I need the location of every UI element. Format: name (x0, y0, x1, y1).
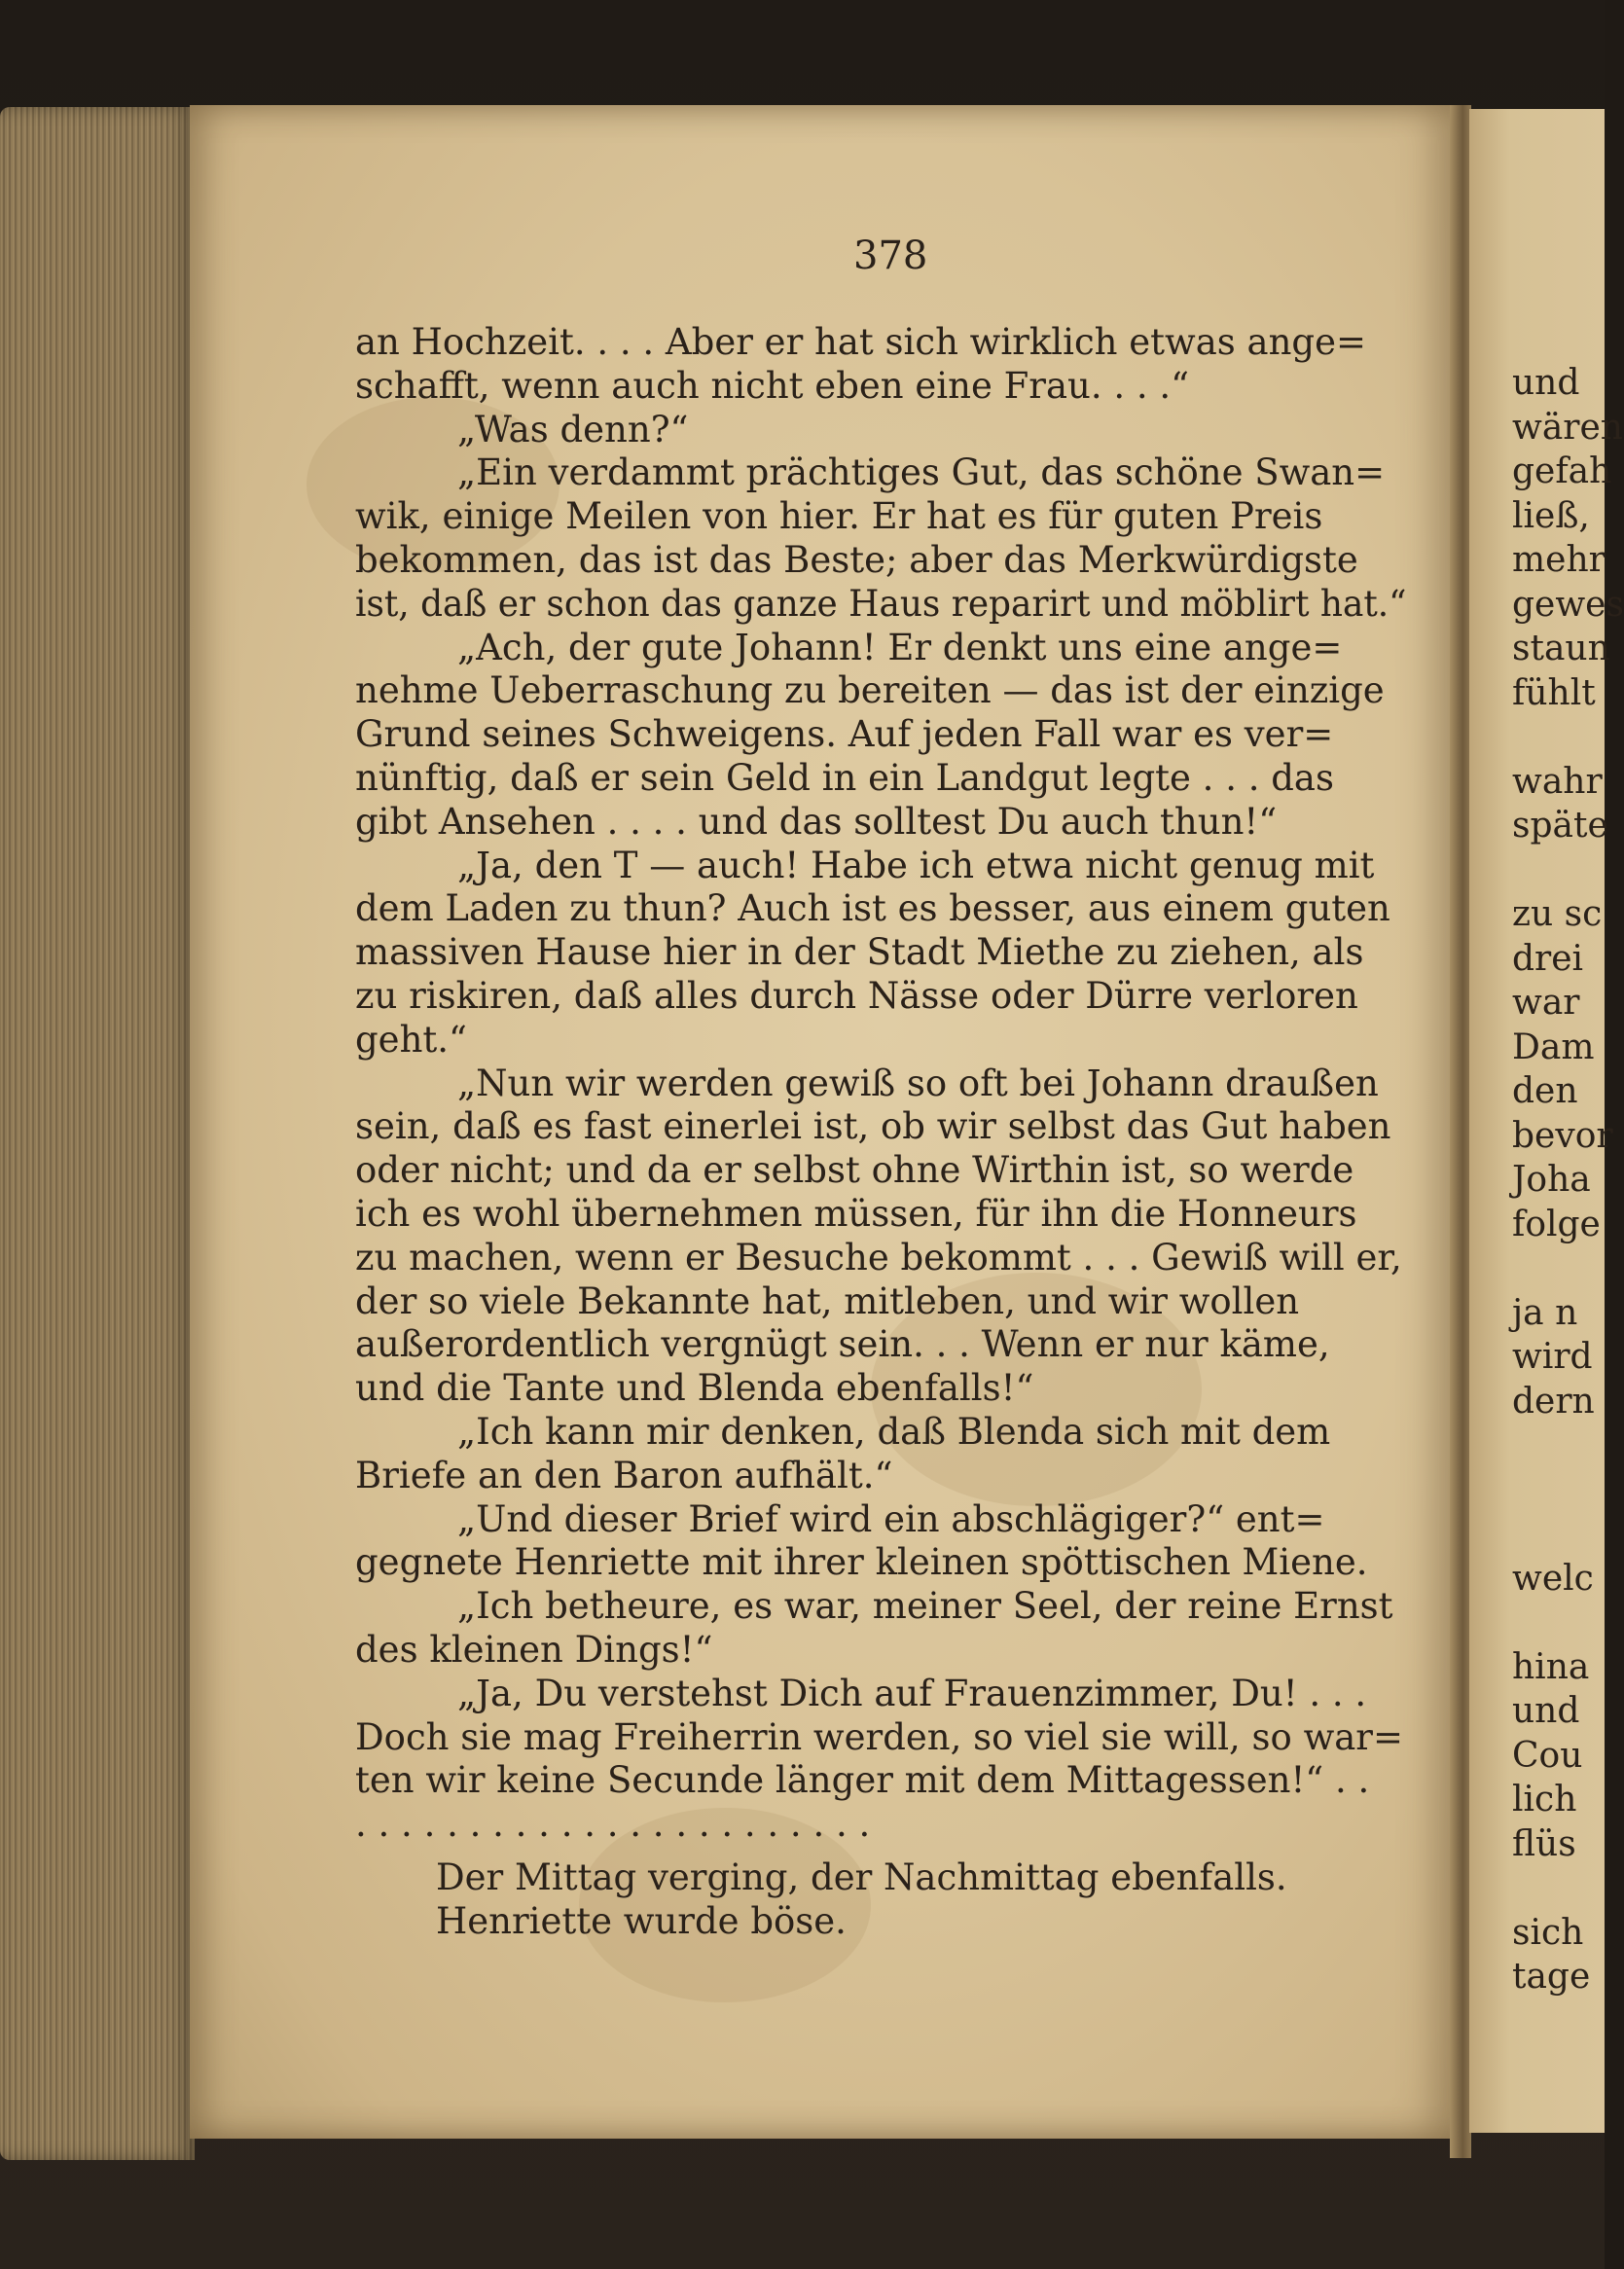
text-line: Briefe an den Baron aufhält.“ (355, 1454, 893, 1496)
text-line: Henriette wurde böse. (436, 1899, 847, 1942)
facing-page-line: lich (1512, 1780, 1577, 1819)
facing-page-line: war (1512, 983, 1580, 1023)
text-line: des kleinen Dings!“ (355, 1629, 713, 1671)
facing-page-line: welc (1512, 1558, 1594, 1599)
facing-page-line: späte (1512, 806, 1608, 846)
facing-page (1469, 109, 1624, 2133)
facing-page-line: folge (1512, 1204, 1601, 1244)
facing-page-line: dern (1512, 1381, 1595, 1422)
text-line: Doch sie mag Freiherrin werden, so viel sie will, so war= (355, 1715, 1403, 1758)
text-line: „Was denn?“ (457, 408, 689, 450)
facing-page-line: gewes (1512, 584, 1624, 625)
page-number: 378 (853, 234, 928, 278)
text-line: bekommen, das ist das Beste; aber das Merkwürdigste (355, 539, 1358, 581)
book-page-edges (0, 107, 195, 2160)
facing-page-line: zu sc (1512, 894, 1603, 934)
text-line: ich es wohl übernehmen müssen, für ihn die Honneurs (355, 1193, 1357, 1235)
text-line: und die Tante und Blenda ebenfalls!“ (355, 1367, 1034, 1410)
text-line: zu machen, wenn er Besuche bekommt . . . Gewiß will er, (355, 1236, 1402, 1279)
facing-page-line: drei (1512, 938, 1584, 979)
facing-page-line: wären (1512, 407, 1623, 448)
text-line: gegnete Henriette mit ihrer kleinen spöttischen Miene. (355, 1541, 1368, 1584)
facing-page-line: Joha (1512, 1160, 1591, 1200)
text-line: schafft, wenn auch nicht eben eine Frau. . . .“ (355, 364, 1190, 407)
facing-page-line: flüs (1512, 1823, 1576, 1864)
text-line: zu riskiren, daß alles durch Nässe oder Dürre verloren (355, 975, 1358, 1017)
text-line: gibt Ansehen . . . . und das solltest Du auch thun!“ (355, 800, 1278, 843)
text-line: „Ich betheure, es war, meiner Seel, der reine Ernst (457, 1585, 1393, 1628)
facing-page-line: und (1512, 1691, 1580, 1731)
text-line: „Ja, den T — auch! Habe ich etwa nicht genug mit (457, 844, 1375, 886)
text-line: Grund seines Schweigens. Auf jeden Fall war es ver= (355, 713, 1334, 756)
facing-page-line: und (1512, 363, 1580, 403)
text-line: wik, einige Meilen von hier. Er hat es für guten Preis (355, 495, 1323, 538)
text-line: sein, daß es fast einerlei ist, ob wir selbst das Gut haben (355, 1105, 1391, 1148)
text-line: massiven Hause hier in der Stadt Miethe zu ziehen, als (355, 931, 1364, 974)
text-line: „Nun wir werden gewiß so oft bei Johann draußen (457, 1062, 1379, 1104)
facing-page-line: den (1512, 1071, 1578, 1111)
facing-page-line: fühlt (1512, 672, 1596, 713)
facing-page-line: mehr (1512, 540, 1606, 580)
facing-page-line: Cou (1512, 1735, 1583, 1776)
facing-page-line: ja n (1512, 1292, 1578, 1333)
text-line: Der Mittag verging, der Nachmittag ebenfalls. (436, 1856, 1287, 1898)
text-line: ist, daß er schon das ganze Haus reparirt und möblirt hat.“ (355, 582, 1407, 625)
facing-page-line: gefah (1512, 451, 1612, 491)
facing-page-line: staun (1512, 629, 1610, 668)
text-line: außerordentlich vergnügt sein. . . Wenn er nur käme, (355, 1323, 1330, 1366)
text-line: nehme Ueberraschung zu bereiten — das ist der einzige (355, 669, 1385, 712)
facing-page-line: Dam (1512, 1026, 1595, 1067)
text-line: ten wir keine Secunde länger mit dem Mittagessen!“ . . (355, 1759, 1370, 1802)
text-line: „Ja, Du verstehst Dich auf Frauenzimmer, Du! . . . (457, 1672, 1367, 1714)
text-line: . . . . . . . . . . . . . . . . . . . . . . . (355, 1803, 871, 1846)
text-line: dem Laden zu thun? Auch ist es besser, aus einem guten (355, 887, 1390, 930)
facing-page-line: sich (1512, 1912, 1584, 1953)
text-line: an Hochzeit. . . . Aber er hat sich wirklich etwas ange= (355, 321, 1366, 363)
facing-page-line: tage (1512, 1957, 1591, 1997)
facing-page-line: hina (1512, 1646, 1590, 1687)
text-line: „Ach, der gute Johann! Er denkt uns eine ange= (457, 626, 1343, 668)
facing-page-line: wird (1512, 1337, 1593, 1377)
text-line: „Und dieser Brief wird ein abschlägiger?“ ent= (457, 1497, 1325, 1540)
book-gutter (1450, 105, 1471, 2158)
text-line: geht.“ (355, 1018, 467, 1061)
text-line: oder nicht; und da er selbst ohne Wirthin ist, so werde (355, 1149, 1354, 1192)
text-line: der so viele Bekannte hat, mitleben, und wir wollen (355, 1279, 1300, 1322)
facing-page-line: bevor (1512, 1115, 1613, 1156)
facing-page-line: ließ, (1512, 495, 1590, 536)
facing-page-line: wahr (1512, 761, 1603, 802)
text-line: „Ein verdammt prächtiges Gut, das schöne Swan= (457, 451, 1386, 494)
text-line: nünftig, daß er sein Geld in ein Landgut legte . . . das (355, 757, 1334, 799)
text-line: „Ich kann mir denken, daß Blenda sich mit dem (457, 1411, 1331, 1453)
